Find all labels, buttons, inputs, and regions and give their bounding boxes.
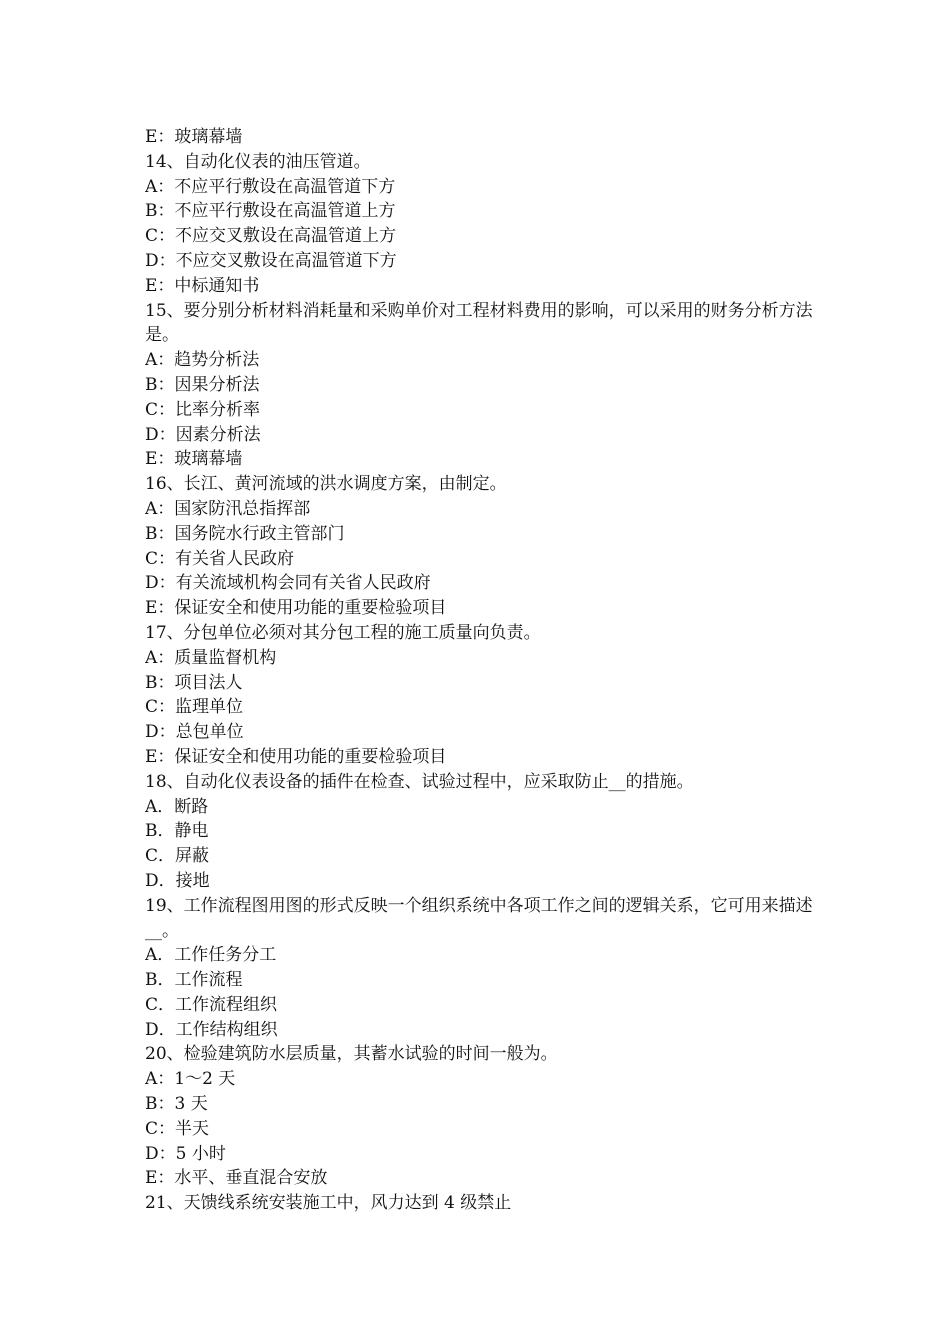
answer-option: E：水平、垂直混合安放 — [145, 1168, 328, 1189]
question-text: 18、自动化仪表设备的插件在检查、试验过程中，应采取防止__的措施。 — [145, 771, 694, 792]
answer-option: E：保证安全和使用功能的重要检验项目 — [145, 598, 447, 619]
answer-option: B：3 天 — [145, 1094, 208, 1115]
answer-option: D：5 小时 — [145, 1143, 226, 1164]
answer-option: C．屏蔽 — [145, 846, 210, 867]
answer-option: A：国家防汛总指挥部 — [145, 498, 311, 519]
answer-option: C．工作流程组织 — [145, 994, 278, 1015]
answer-option: C：监理单位 — [145, 697, 244, 718]
question-text: 15、要分别分析材料消耗量和采购单价对工程材料费用的影响，可以采用的财务分析方法是。 — [145, 300, 813, 346]
answer-option: A：不应平行敷设在高温管道下方 — [145, 176, 396, 197]
answer-option: A．工作任务分工 — [145, 945, 277, 966]
answer-option: E：保证安全和使用功能的重要检验项目 — [145, 746, 447, 767]
document-body — [145, 125, 815, 1216]
question-text: 17、分包单位必须对其分包工程的施工质量向负责。 — [145, 622, 541, 643]
answer-option: B：不应平行敷设在高温管道上方 — [145, 201, 396, 222]
answer-option: D：有关流域机构会同有关省人民政府 — [145, 573, 431, 594]
answer-option: D：因素分析法 — [145, 424, 261, 445]
answer-option: A．断路 — [145, 796, 209, 817]
question-text: 21、天馈线系统安装施工中，风力达到 4 级禁止 — [145, 1193, 512, 1214]
answer-option: C：不应交叉敷设在高温管道上方 — [145, 226, 397, 247]
answer-option: B：项目法人 — [145, 672, 243, 693]
answer-option: A：质量监督机构 — [145, 647, 277, 668]
answer-option: C：有关省人民政府 — [145, 548, 295, 569]
answer-option: E：玻璃幕墙 — [145, 127, 243, 147]
answer-option: B．静电 — [145, 821, 209, 842]
answer-option: D：不应交叉敷设在高温管道下方 — [145, 250, 397, 271]
answer-option: E：中标通知书 — [145, 275, 260, 296]
answer-option: A：1～2 天 — [145, 1069, 236, 1090]
question-text: 20、检验建筑防水层质量，其蓄水试验的时间一般为。 — [145, 1044, 558, 1065]
answer-option: D．工作结构组织 — [145, 1019, 278, 1040]
answer-option: B：因果分析法 — [145, 374, 260, 395]
answer-option: E：玻璃幕墙 — [145, 449, 243, 470]
question-text: 19、工作流程图用图的形式反映一个组织系统中各项工作之间的逻辑关系，它可用来描述__。 — [145, 895, 813, 941]
answer-option: C：半天 — [145, 1118, 210, 1139]
answer-option: B．工作流程 — [145, 970, 243, 991]
answer-option: D．接地 — [145, 870, 210, 891]
answer-option: B：国务院水行政主管部门 — [145, 523, 345, 544]
answer-option: D：总包单位 — [145, 722, 244, 743]
question-text: 16、长江、黄河流域的洪水调度方案，由制定。 — [145, 474, 507, 495]
answer-option: A：趋势分析法 — [145, 350, 260, 371]
question-text: 14、自动化仪表的油压管道。 — [145, 151, 371, 172]
answer-option: C：比率分析率 — [145, 399, 261, 420]
